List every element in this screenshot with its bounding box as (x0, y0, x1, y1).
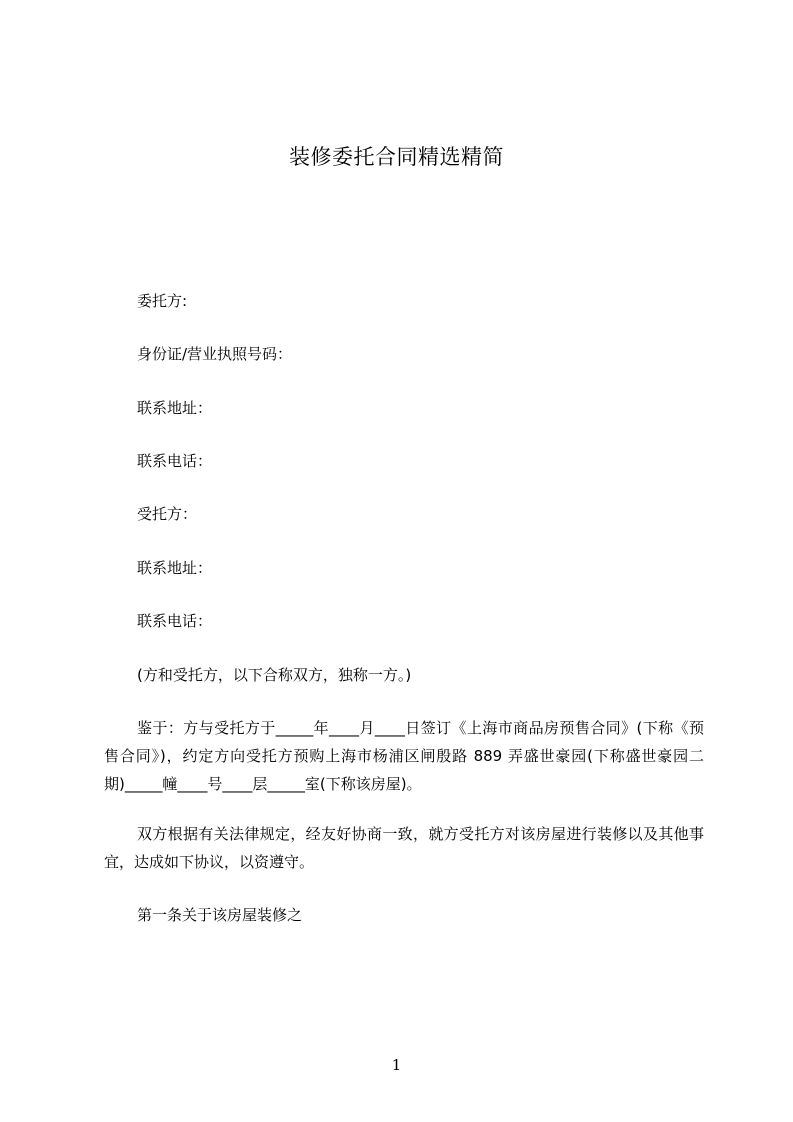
agent-phone-field: 联系电话： (137, 612, 213, 630)
client-id-field: 身份证/营业执照号码： (137, 345, 293, 363)
agent-name-field: 受托方： (137, 505, 198, 523)
agent-address-field: 联系地址： (137, 559, 213, 577)
whereas-paragraph: 鉴于：方与受托方于_____年____月____日签订《上海市商品房预售合同》(下称《预售合同》)，约定方向受托方预购上海市杨浦区闸殷路 889 弄盛世豪园(下称盛世豪园二期)_____幢____号____层_____室(下称该房屋)。 (104, 719, 704, 793)
article-one-heading: 第一条关于该房屋装修之 (137, 906, 303, 924)
client-phone-field: 联系电话： (137, 452, 213, 470)
client-name-field: 委托方: (137, 292, 188, 310)
parties-note: (方和受托方，以下合称双方，独称一方。) (137, 666, 412, 684)
page-number: 1 (391, 1056, 402, 1074)
client-address-field: 联系地址： (137, 399, 213, 417)
document-title: 装修委托合同精选精简 (289, 145, 504, 169)
agreement-paragraph: 双方根据有关法律规定，经友好协商一致，就方受托方对该房屋进行装修以及其他事宜，达成如下协议，以资遵守。 (104, 825, 704, 871)
